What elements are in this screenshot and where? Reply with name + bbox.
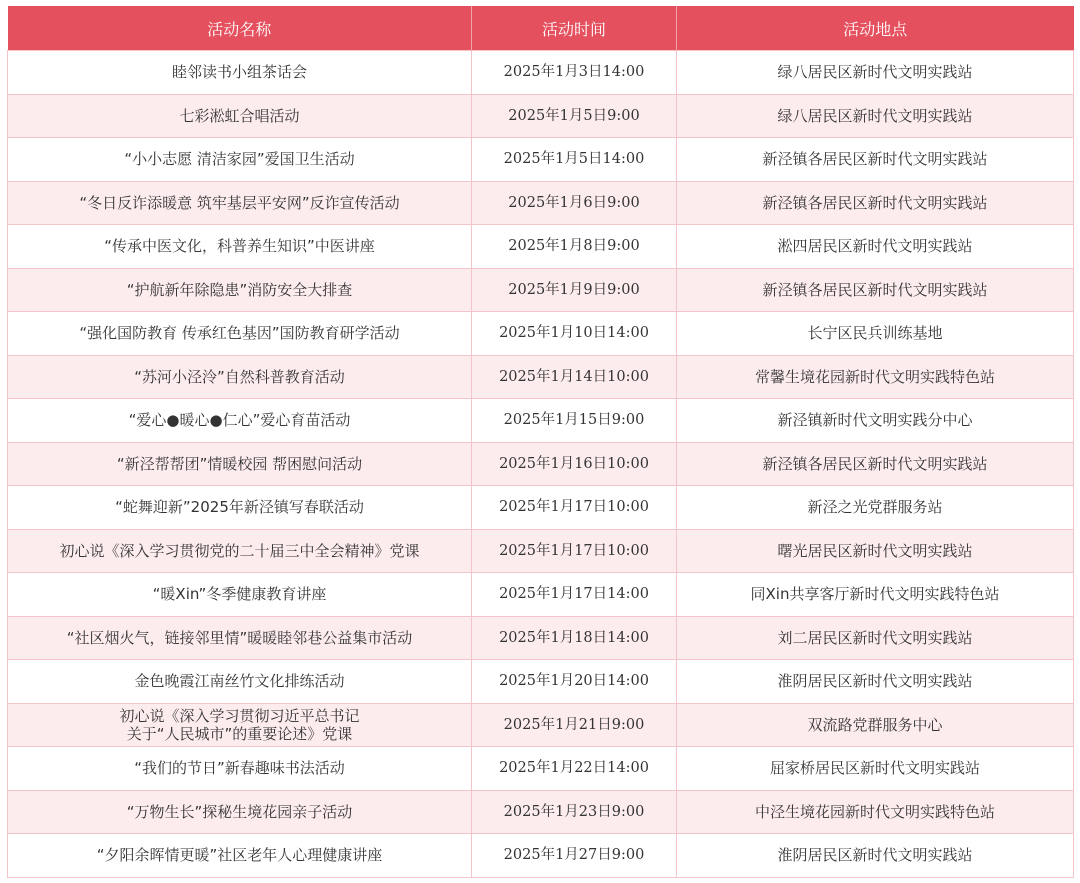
activity-time-cell: 2025年1月21日9:00: [472, 703, 677, 747]
table-row: [8, 486, 1074, 530]
activity-location-cell: 双流路党群服务中心: [677, 703, 1074, 747]
activity-time-cell: 2025年1月18日14:00: [472, 616, 677, 660]
activity-time-cell: 2025年1月6日9:00: [472, 181, 677, 225]
activity-time-cell: 2025年1月10日14:00: [472, 312, 677, 356]
activity-location-cell: 新泾之光党群服务站: [677, 486, 1074, 530]
activity-name-cell: “小小志愿 清洁家园”爱国卫生活动: [8, 138, 472, 182]
table-row: [8, 834, 1074, 878]
activity-time-cell: 2025年1月3日14:00: [472, 51, 677, 95]
activity-location-cell: 淞四居民区新时代文明实践站: [677, 225, 1074, 269]
table-header: [8, 6, 1074, 51]
table-row: [8, 51, 1074, 95]
header-activity-time: 活动时间: [472, 6, 677, 51]
activity-time-cell: 2025年1月22日14:00: [472, 747, 677, 791]
activity-location-cell: 刘二居民区新时代文明实践站: [677, 616, 1074, 660]
table-row: [8, 181, 1074, 225]
table-row: [8, 790, 1074, 834]
activity-location-cell: 新泾镇各居民区新时代文明实践站: [677, 138, 1074, 182]
table-row: [8, 225, 1074, 269]
activity-location-cell: 新泾镇各居民区新时代文明实践站: [677, 181, 1074, 225]
table-row: [8, 138, 1074, 182]
activity-location-cell: 曙光居民区新时代文明实践站: [677, 529, 1074, 573]
table-row: [8, 355, 1074, 399]
header-row: [8, 6, 1074, 51]
activity-name-cell: “传承中医文化，科普养生知识”中医讲座: [8, 225, 472, 269]
activity-location-cell: 长宁区民兵训练基地: [677, 312, 1074, 356]
activity-location-cell: 绿八居民区新时代文明实践站: [677, 51, 1074, 95]
table-body: [8, 51, 1074, 878]
header-activity-location: 活动地点: [677, 6, 1074, 51]
table-row: [8, 94, 1074, 138]
activity-time-cell: 2025年1月20日14:00: [472, 660, 677, 704]
table-row: [8, 268, 1074, 312]
activity-location-cell: 常馨生境花园新时代文明实践特色站: [677, 355, 1074, 399]
activity-name-cell: 睦邻读书小组茶话会: [8, 51, 472, 95]
activity-time-cell: 2025年1月16日10:00: [472, 442, 677, 486]
activity-name-cell: “强化国防教育 传承红色基因”国防教育研学活动: [8, 312, 472, 356]
activity-name-cell: “社区烟火气，链接邻里情”暖暖睦邻巷公益集市活动: [8, 616, 472, 660]
activity-name-cell: “爱心●暖心●仁心”爱心育苗活动: [8, 399, 472, 443]
table-row: [8, 399, 1074, 443]
activity-time-cell: 2025年1月17日10:00: [472, 486, 677, 530]
table-row: [8, 703, 1074, 747]
activity-location-cell: 同Xin共享客厅新时代文明实践特色站: [677, 573, 1074, 617]
activity-name-cell: “夕阳余晖情更暖”社区老年人心理健康讲座: [8, 834, 472, 878]
activity-time-cell: 2025年1月9日9:00: [472, 268, 677, 312]
table-row: [8, 529, 1074, 573]
activity-name-cell: “苏河小泾泠”自然科普教育活动: [8, 355, 472, 399]
table-row: [8, 442, 1074, 486]
table-row: [8, 616, 1074, 660]
activity-name-cell: 初心说《深入学习贯彻党的二十届三中全会精神》党课: [8, 529, 472, 573]
activity-location-cell: 淮阴居民区新时代文明实践站: [677, 660, 1074, 704]
activity-time-cell: 2025年1月27日9:00: [472, 834, 677, 878]
table-row: [8, 660, 1074, 704]
activity-name-cell: 金色晚霞江南丝竹文化排练活动: [8, 660, 472, 704]
activity-name-cell: “万物生长”探秘生境花园亲子活动: [8, 790, 472, 834]
activity-location-cell: 新泾镇各居民区新时代文明实践站: [677, 268, 1074, 312]
activity-location-cell: 屈家桥居民区新时代文明实践站: [677, 747, 1074, 791]
activity-time-cell: 2025年1月5日9:00: [472, 94, 677, 138]
activity-name-cell: “冬日反诈添暖意 筑牢基层平安网”反诈宣传活动: [8, 181, 472, 225]
table-row: [8, 312, 1074, 356]
activity-location-cell: 绿八居民区新时代文明实践站: [677, 94, 1074, 138]
activity-name-cell: “护航新年除隐患”消防安全大排查: [8, 268, 472, 312]
activity-name-cell: “新泾帮帮团”情暖校园 帮困慰问活动: [8, 442, 472, 486]
activity-time-cell: 2025年1月17日10:00: [472, 529, 677, 573]
activity-time-cell: 2025年1月8日9:00: [472, 225, 677, 269]
activity-name-cell: “暖Xin”冬季健康教育讲座: [8, 573, 472, 617]
activity-time-cell: 2025年1月5日14:00: [472, 138, 677, 182]
activity-time-cell: 2025年1月23日9:00: [472, 790, 677, 834]
activity-time-cell: 2025年1月15日9:00: [472, 399, 677, 443]
activity-location-cell: 淮阴居民区新时代文明实践站: [677, 834, 1074, 878]
table-row: [8, 747, 1074, 791]
header-activity-name: 活动名称: [8, 6, 472, 51]
activity-location-cell: 中泾生境花园新时代文明实践特色站: [677, 790, 1074, 834]
activity-name-cell: “蛇舞迎新”2025年新泾镇写春联活动: [8, 486, 472, 530]
activity-time-cell: 2025年1月17日14:00: [472, 573, 677, 617]
activity-location-cell: 新泾镇各居民区新时代文明实践站: [677, 442, 1074, 486]
activity-schedule-table: [7, 6, 1074, 878]
table-row: [8, 573, 1074, 617]
activity-name-cell: 七彩淞虹合唱活动: [8, 94, 472, 138]
activity-location-cell: 新泾镇新时代文明实践分中心: [677, 399, 1074, 443]
activity-name-cell: “我们的节日”新春趣味书法活动: [8, 747, 472, 791]
activity-time-cell: 2025年1月14日10:00: [472, 355, 677, 399]
activity-name-cell: 初心说《深入学习贯彻习近平总书记 关于“人民城市”的重要论述》党课: [8, 703, 472, 747]
